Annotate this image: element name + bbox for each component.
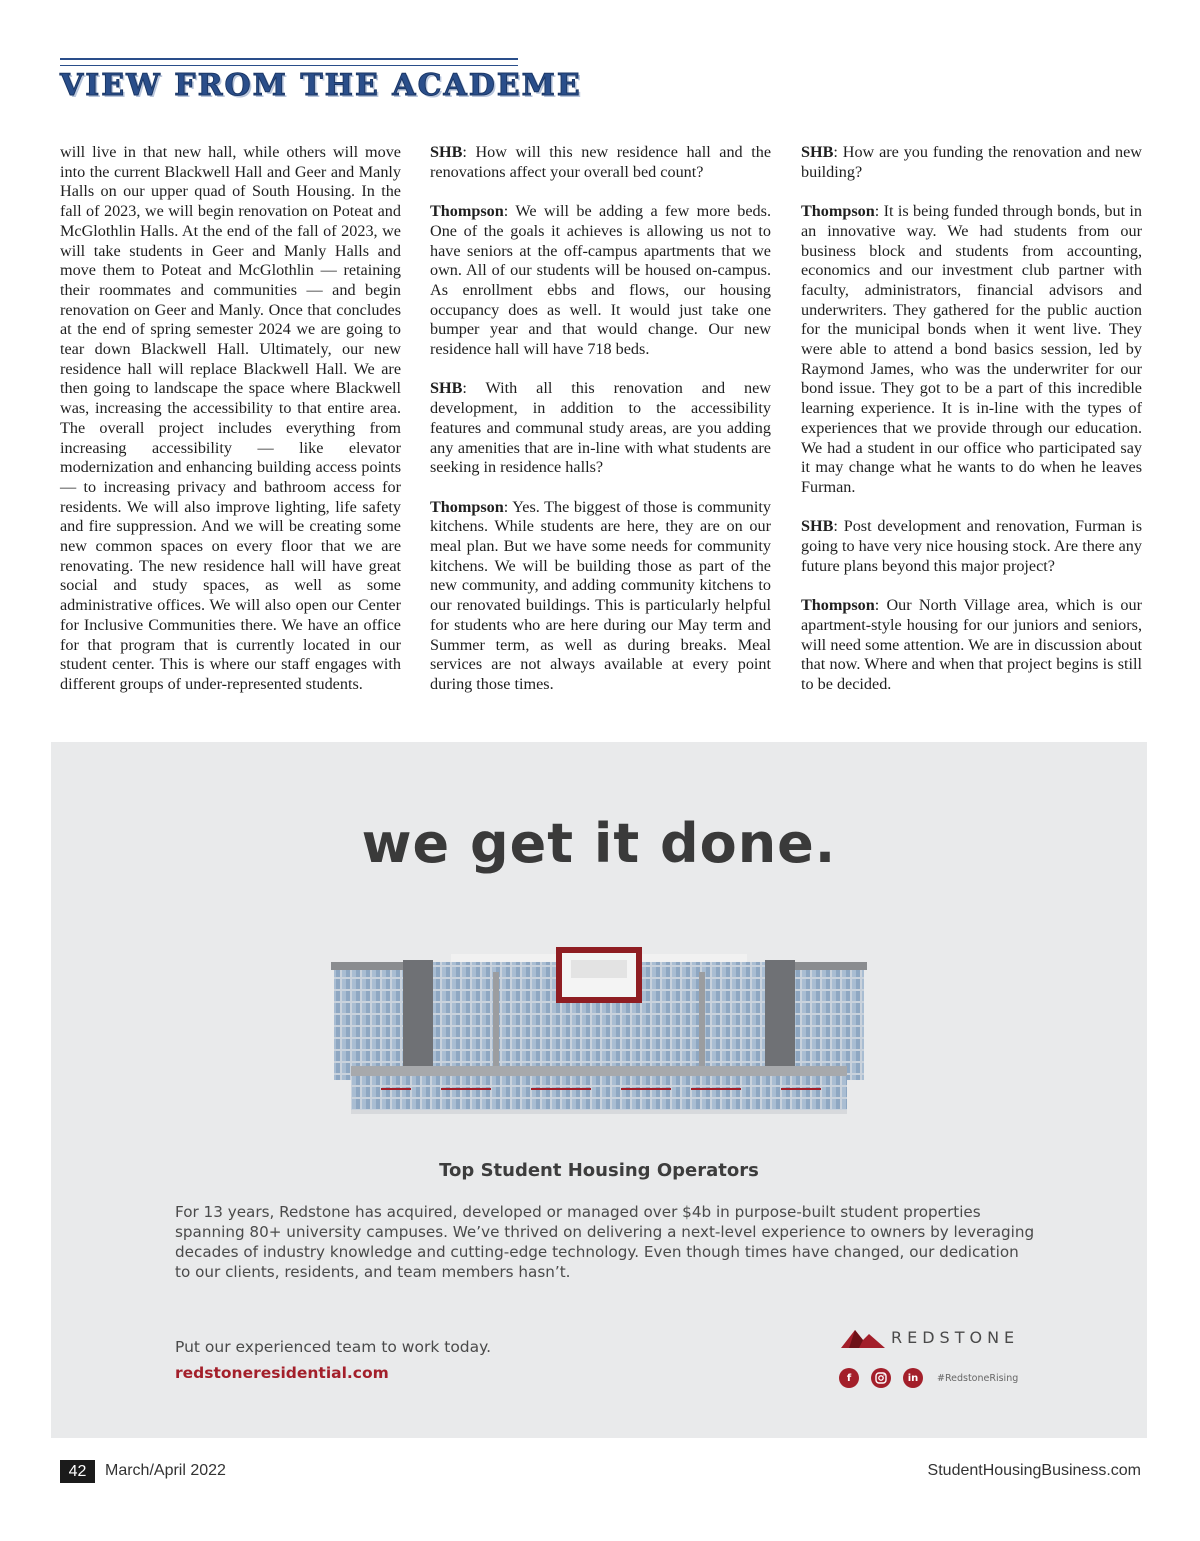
- speaker-label: Thompson: [801, 596, 875, 615]
- speaker-label: SHB: [430, 143, 463, 161]
- paragraph-text: : Yes. The biggest of those is community kitchens. While students are here, they are on our meal plan. But we have some needs for community kitchens. We will be building those as part of the new community, and adding community kitchens to our renovated buildings. This is particularly helpful for students who are here during our May term and Summer term, as well as during breaks. Meal services are not always available at every point during those times.: [430, 497, 771, 693]
- ad-call-to-action: Put our experienced team to work today.: [175, 1338, 492, 1356]
- paragraph-text: : Post development and renovation, Furman is going to have very nice housing stock. Are there any future plans beyond this major project?: [801, 517, 1142, 575]
- social-links: [839, 1368, 1018, 1388]
- issue-date: March/April 2022: [105, 1462, 226, 1479]
- redstone-logo-icon: [841, 1326, 885, 1348]
- ad-body-text: For 13 years, Redstone has acquired, developed or managed over $4b in purpose-built student properties spanning 80+ university campuses. We’ve thrived on delivering a next-level experience to owners by leveraging decades of industry knowledge and cutting-edge technology. Even though times have changed, our dedication to our clients, residents, and team members hasn’t.: [175, 1203, 1035, 1281]
- article-column-3: [801, 143, 1142, 714]
- site-name: StudentHousingBusiness.com: [927, 1462, 1141, 1479]
- paragraph: [430, 379, 771, 478]
- paragraph: [430, 143, 771, 182]
- speaker-label: SHB: [801, 143, 834, 161]
- speaker-label: SHB: [801, 517, 834, 536]
- section-title: VIEW FROM THE ACADEME: [60, 68, 582, 103]
- article-column-2: [430, 143, 771, 714]
- linkedin-icon[interactable]: in: [903, 1368, 923, 1388]
- paragraph: [430, 202, 771, 360]
- hashtag: #RedstoneRising: [937, 1372, 1019, 1384]
- ad-headline: we get it done.: [361, 812, 837, 875]
- header-rule: [60, 58, 518, 66]
- paragraph-text: : How will this new residence hall and the renovations affect your overall bed count?: [430, 143, 771, 181]
- paragraph-text: will live in that new hall, while others will move into the current Blackwell Hall and Geer and Manly Halls on our upper quad of South Housing. In the fall of 2023, we will begin renovation on Poteat and McGlothlin Halls. At the end of the fall of 2023, we will take students in Geer and Manly Halls and move them to Poteat and McGlothlin — retaining their roommates and communities — and begin renovation on Geer and Manly. Once that concludes at the end of spring semester 2024 we are going to tear down Blackwell Hall. Ultimately, our new residence hall will replace Blackwell Hall. We are then going to landscape the space where Blackwell was, increasing the accessibility to that entire area. The overall project includes everything from increasing accessibility — like elevator modernization and enhancing building access points — to increasing privacy and bathroom access for residents. We will also improve lighting, life safety and fire suppression. And we will be creating some new common spaces on every floor that we are renovating. The new residence hall will have great social and study spaces, as well as some administrative offices. We will also open our Center for Inclusive Communities there. We have an office for that program that is currently located in our student center. This is where our staff engages with different groups of under-represented students.: [60, 143, 401, 693]
- ad-subheading: Top Student Housing Operators: [439, 1160, 759, 1181]
- brand-name: REDSTONE: [891, 1328, 1020, 1347]
- paragraph-text: : Our North Village area, which is our apartment-style housing for our juniors and seniors, will need some attention. We are in discussion about that now. Where and when that project begins is still to be decided.: [801, 596, 1142, 693]
- paragraph-text: : It is being funded through bonds, but in an innovative way. We had students from our business block and students from accounting, economics and our investment club partner with faculty, administrators, financial advisors and underwriters. They gathered for the public auction for the municipal bonds when it went live. They were able to attend a bond basics session, led by Raymond James, who was the underwriter for our bond issue. They got to be a part of this incredible learning experience. It is in-line with the types of experiences that we provide through our education. We had a student in our office who participated say it may change what he wants to do when he leaves Furman.: [801, 202, 1142, 496]
- speaker-label: Thompson: [801, 202, 875, 221]
- instagram-icon[interactable]: [871, 1368, 891, 1388]
- article-column-1: [60, 143, 401, 714]
- redstone-advertisement: [51, 742, 1147, 1438]
- paragraph-text: : How are you funding the renovation and new building?: [801, 143, 1142, 181]
- speaker-label: Thompson: [430, 202, 504, 221]
- paragraph-text: : With all this renovation and new development, in addition to the accessibility features and communal study areas, are you adding any amenities that are in-line with what students are seeking in residence halls?: [430, 379, 771, 477]
- facebook-icon[interactable]: f: [839, 1368, 859, 1388]
- speaker-label: Thompson: [430, 497, 504, 516]
- ad-website-link[interactable]: redstoneresidential.com: [175, 1364, 389, 1382]
- building-illustration: [331, 942, 867, 1122]
- speaker-label: SHB: [430, 379, 463, 398]
- paragraph: [801, 517, 1142, 576]
- paragraph: [430, 498, 771, 695]
- page-number: 42: [60, 1460, 95, 1483]
- page-footer: [60, 1460, 1141, 1484]
- paragraph-text: : We will be adding a few more beds. One of the goals it achieves is allowing us not to have seniors at the off-campus apartments that we own. All of our students will be housed on-campus. As enrollment ebbs and flows, our housing occupancy does as well. It would just take one bumper year and that would change. Our new residence hall will have 718 beds.: [430, 202, 771, 359]
- paragraph: [801, 143, 1142, 182]
- paragraph: [801, 596, 1142, 695]
- paragraph: [60, 143, 401, 695]
- paragraph: [801, 202, 1142, 498]
